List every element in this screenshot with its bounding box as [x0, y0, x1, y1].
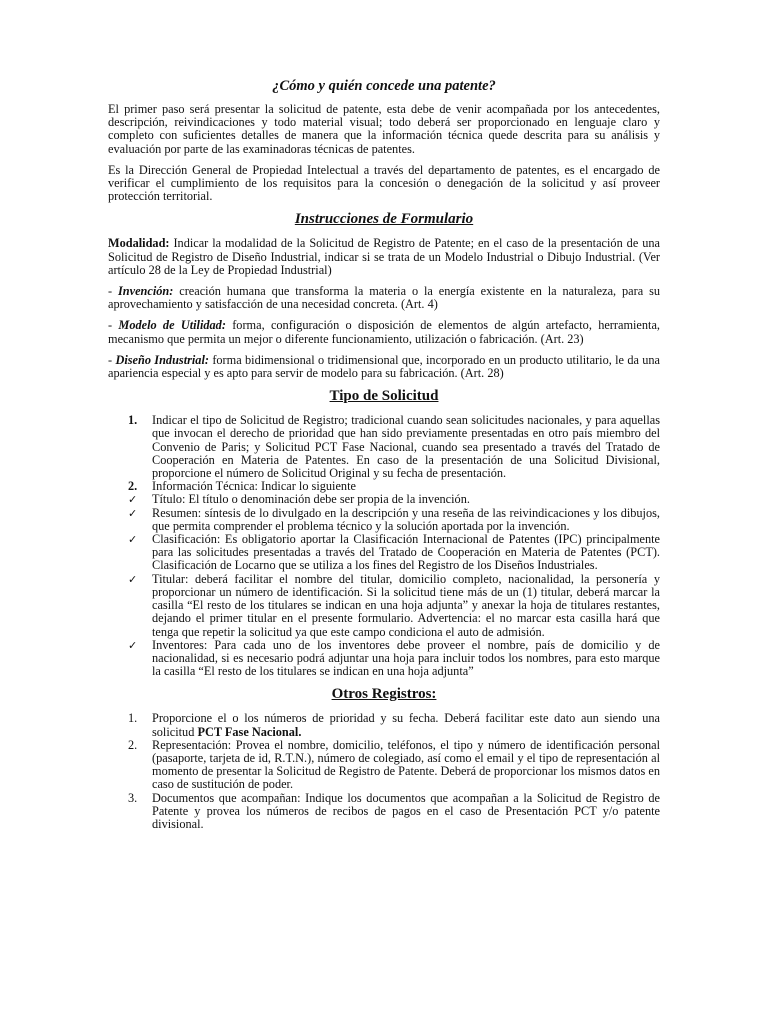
definition-text: forma, configuración o disposición de elementos de algún artefacto, herramienta, mecanismo que permita un mejor o diferente funcionamiento, utilización o fabricación. (Art. 23) [108, 318, 660, 346]
document-title: ¿Cómo y quién concede una patente? [272, 78, 496, 94]
definition-label: Modalidad: [108, 236, 170, 251]
definition-label: Invención: [118, 284, 174, 299]
checkmark-icon: ✓ [128, 638, 138, 652]
list-number: 1. [128, 711, 138, 726]
definition-text: Indicar la modalidad de la Solicitud de Registro de Patente; en el caso de la presentación de una Solicitud de Registro de Diseño Industrial, indicar si se trata de un Modelo Industrial o Dibujo Industrial. (Ver artículo 28 de la Ley de Propiedad Industrial) [108, 236, 660, 277]
list-item: 2. Representación: Provea el nombre, domicilio, teléfonos, el tipo y número de identificación personal (pasaporte, tarjeta de id, R.T.N.), número de colegiado, así como el email y el tipo de representación al momento de presentar la Solicitud de Registro de Patente. Deberá de proporcionar los mismos datos en caso de sustitución de poder. [128, 737, 660, 792]
list-number: 3. [128, 790, 138, 805]
list-item: 2. Información Técnica: Indicar lo siguiente [128, 479, 356, 494]
otros-list [128, 712, 660, 831]
definition-label: Modelo de Utilidad: [118, 318, 226, 333]
checkmark-icon: ✓ [128, 533, 138, 547]
section-heading-otros: Otros Registros: [331, 686, 437, 703]
intro-paragraph-2: Es la Dirección General de Propiedad Intelectual a través del departamento de patentes, es el encargado de verificar el cumplimiento de los requisitos para la concesión o denegación de la solicitud y así proveer protección territorial. [108, 162, 660, 204]
list-item: ✓ Inventores: Para cada uno de los inventores debe proveer el nombre, país de domicilio y de nacionalidad, si es necesario podrá adjuntar una hoja para incluir todos los nombres, para esto marque la casilla “El resto de los titulares se indican en una hoja adjunta” [128, 637, 660, 679]
section-heading-instrucciones: Instrucciones de Formulario [294, 211, 474, 228]
list-item: ✓ Clasificación: Es obligatorio aportar la Clasificación Internacional de Patentes (IPC) principalmente para las solicitudes presentadas a través del Tratado de Cooperación en Materia de Patentes (PCT). Clasificación de Locarno que se utiliza a los fines del Registro de los Diseños Industriales. [128, 532, 660, 573]
list-number: 2. [128, 479, 138, 494]
definition-invencion: - Invención: creación humana que transforma la materia o la energía existente en la naturaleza, para su aprovechamiento y satisfacción de una necesidad concreta. (Art. 4) [108, 284, 660, 312]
list-item: ✓ Título: El título o denominación debe ser propia de la invención. [128, 492, 470, 507]
section-heading-tipo: Tipo de Solicitud [329, 388, 439, 405]
definition-text: creación humana que transforma la materia o la energía existente en la naturaleza, para su aprovechamiento y satisfacción de una necesidad concreta. (Art. 4) [108, 284, 660, 312]
checkmark-icon: ✓ [128, 493, 138, 507]
document-page [108, 78, 660, 831]
definition-modalidad [108, 237, 660, 277]
definition-diseno-industrial: - Diseño Industrial: forma bidimensional o tridimensional que, incorporado en un producto utilitario, le da una apariencia especial y es apto para servir de modelo para su fabricación. (Art. 28) [108, 352, 661, 381]
list-number: 2. [128, 737, 138, 752]
checkmark-icon: ✓ [128, 506, 138, 520]
list-item: ✓ Titular: deberá facilitar el nombre del titular, domicilio completo, nacionalidad, la personería y proporcionar un número de identificación. Si la solicitud tiene más de un (1) titular, deberá marcar la casilla “El resto de los titulares se indican en una hoja adjunta” y anexar la hoja de titulares restantes, dejando el primer titular en el presente formulario. Advertencia: el no marcar esta casilla hará que tenga que repetir la solicitud ya que este campo condiciona el auto de admisión. [128, 571, 660, 639]
intro-paragraph-1: El primer paso será presentar la solicitud de patente, esta debe de venir acompañada por los antecedentes, descripción, reivindicaciones y todo material visual; todo deberá ser proporcionado en lenguaje claro y completo con suficientes detalles de manera que la información técnica quede descrita para su análisis y evaluación por parte de las examinadoras técnicas de patentes. [108, 102, 660, 156]
tipo-list [128, 414, 660, 678]
definition-label: Diseño Industrial: [115, 352, 209, 367]
list-number: 1. [128, 413, 138, 428]
list-item: 3. Documentos que acompañan: Indique los documentos que acompañan a la Solicitud de Registro de Patente y provea los números de recibos de pagos en el caso de Presentación PCT y/o patente divisional. [128, 790, 660, 831]
definition-text: forma bidimensional o tridimensional que, incorporado en un producto utilitario, le da una apariencia especial y es apto para servir de modelo para su fabricación. (Art. 28) [108, 352, 661, 381]
definition-modelo-utilidad: - Modelo de Utilidad: forma, configuración o disposición de elementos de algún artefacto, herramienta, mecanismo que permita un mejor o diferente funcionamiento, utilización o fabricación. (Art. 23) [108, 318, 660, 346]
list-item: 1. Indicar el tipo de Solicitud de Registro; tradicional cuando sean solicitudes nacionales, y para aquellas que invocan el derecho de prioridad que han sido previamente presentadas en otro país miembro del Convenio de Paris; y Solicitud PCT Fase Nacional, cuando sea presentado a través del Tratado de Cooperación en Materia de Patentes. En caso de la presentación de una Solicitud Divisional, proporcione el número de Solicitud Original y su fecha de presentación. [128, 413, 660, 481]
list-item: 1. Proporcione el o los números de prioridad y su fecha. Deberá facilitar este dato aun siendo una solicitud PCT Fase Nacional. [128, 711, 660, 739]
list-item: ✓ Resumen: síntesis de lo divulgado en la descripción y una reseña de las reivindicaciones y los dibujos, que permita comprender el problema técnico y la solución aportada por la invención. [128, 505, 660, 533]
checkmark-icon: ✓ [128, 572, 138, 586]
